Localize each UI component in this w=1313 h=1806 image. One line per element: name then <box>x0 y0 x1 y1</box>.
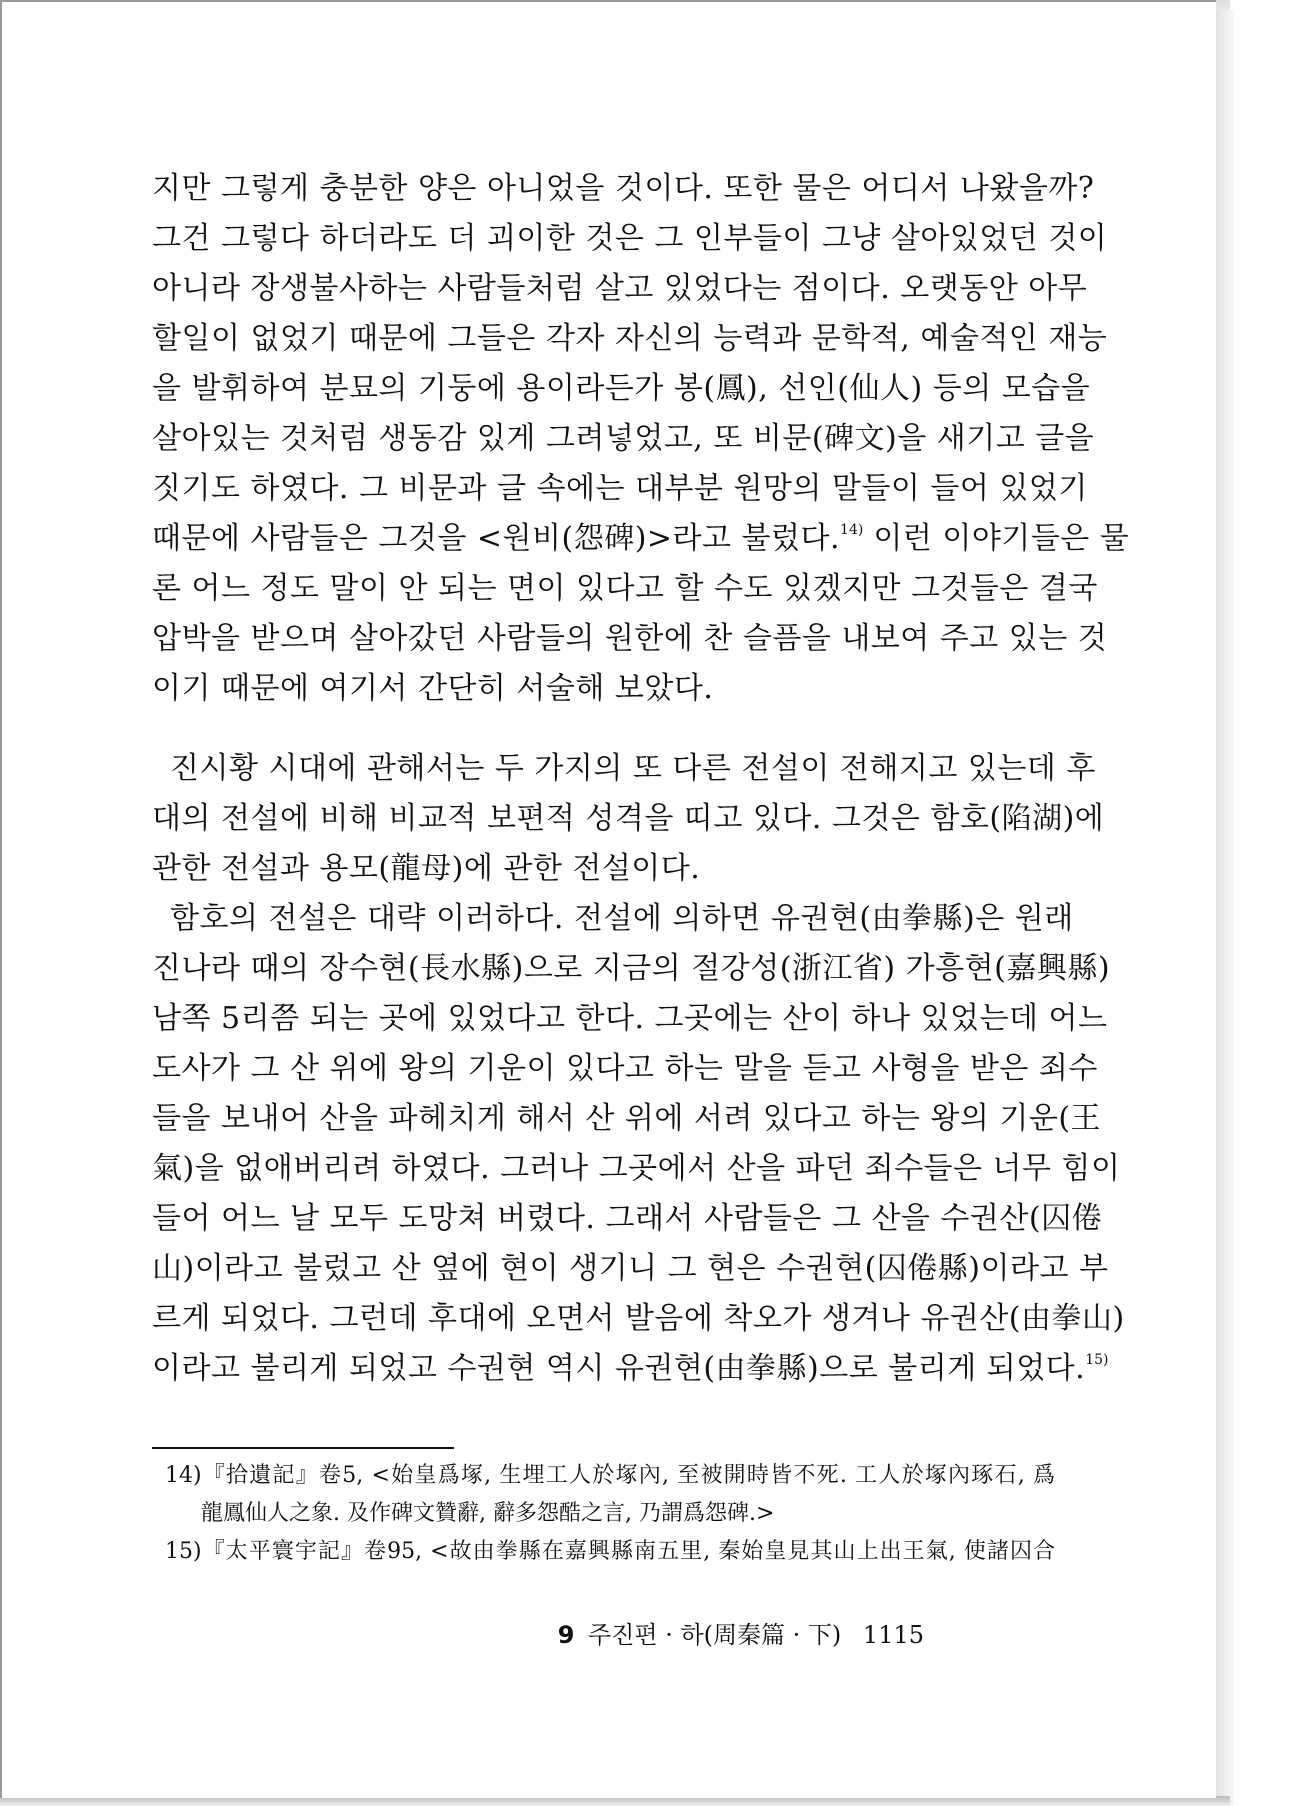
text-line: 아니라 장생불사하는 사람들처럼 살고 있었다는 점이다. 오랫동안 아무 <box>152 271 1088 306</box>
paragraph <box>152 894 1125 1394</box>
text-line: 도사가 그 산 위에 왕의 기운이 있다고 하는 말을 듣고 사형을 받은 죄수 <box>152 1051 1098 1086</box>
footnote-line: 14)『拾遺記』卷5, <始皇爲塚, 生埋工人於塚內, 至被開時皆不死. 工人於塚內琢石, 爲 <box>165 1463 1055 1488</box>
line-text-before-mark: 때문에 사람들은 그것을 <원비(怨碑)>라고 불렀다. <box>152 521 841 556</box>
text-line: 들어 어느 날 모두 도망쳐 버렸다. 그래서 사람들은 그 산을 수권산(囚倦 <box>152 1201 1103 1236</box>
text-line: 관한 전설과 용모(龍母)에 관한 전설이다. <box>152 851 701 886</box>
line-text-after-mark: 이런 이야기들은 물 <box>863 521 1130 556</box>
text-line: 르게 되었다. 그런데 후대에 오면서 발음에 착오가 생겨나 유권산(由拳山) <box>152 1301 1125 1336</box>
text-line: 할일이 없었기 때문에 그들은 각자 자신의 능력과 문학적, 예술적인 재능 <box>152 321 1108 356</box>
footnote-mark-14: 14) <box>840 522 864 538</box>
text-line: 진시황 시대에 관해서는 두 가지의 또 다른 전설이 전해지고 있는데 후 <box>170 751 1096 786</box>
text-line: 지만 그렇게 충분한 양은 아니었을 것이다. 또한 물은 어디서 나왔을까? <box>152 171 1095 206</box>
text-line: 살아있는 것처럼 생동감 있게 그려넣었고, 또 비문(碑文)을 새기고 글을 <box>152 421 1095 456</box>
text-line: 짓기도 하였다. 그 비문과 글 속에는 대부분 원망의 말들이 들어 있었기 <box>152 471 1088 506</box>
footnote-15 <box>165 1533 1055 1571</box>
text-line: 론 어느 정도 말이 안 되는 면이 있다고 할 수도 있겠지만 그것들은 결국 <box>152 571 1098 606</box>
footnote-14 <box>165 1457 1055 1533</box>
text-line: 대의 전설에 비해 비교적 보편적 성격을 띠고 있다. 그것은 함호(陷湖)에 <box>152 801 1105 836</box>
paragraph-gap <box>152 714 1052 744</box>
text-line: 함호의 전설은 대략 이러하다. 전설에 의하면 유권현(由拳縣)은 원래 <box>170 901 1074 936</box>
footnotes <box>165 1457 1055 1571</box>
chapter-title: 주진편 · 하(周秦篇 · 下) <box>588 1621 842 1649</box>
text-line: 山)이라고 불렀고 산 옆에 현이 생기니 그 현은 수권현(囚倦縣)이라고 부 <box>152 1251 1109 1286</box>
text-line: 들을 보내어 산을 파헤치게 해서 산 위에 서려 있다고 하는 왕의 기운(王 <box>152 1101 1102 1136</box>
paragraph <box>152 164 1130 714</box>
text-line-with-footnote <box>152 1344 1109 1394</box>
text-line: 氣)을 없애버리려 하였다. 그러나 그곳에서 산을 파던 죄수들은 너무 힘이 <box>152 1151 1121 1186</box>
line-text-before-mark: 이라고 불리게 되었고 수권현 역시 유권현(由拳縣)으로 불리게 되었다. <box>152 1351 1086 1386</box>
text-line: 압박을 받으며 살아갔던 사람들의 원한에 찬 슬픔을 내보여 주고 있는 것 <box>152 621 1108 656</box>
running-footer <box>558 1618 924 1652</box>
body-text <box>152 164 1130 1394</box>
text-line: 을 발휘하여 분묘의 기둥에 용이라든가 봉(鳳), 선인(仙人) 등의 모습을 <box>152 371 1091 406</box>
text-line: 그건 그렇다 하더라도 더 괴이한 것은 그 인부들이 그냥 살아있었던 것이 <box>152 221 1108 256</box>
footnote-line: 龍鳳仙人之象. 及作碑文贊辭, 辭多怨酷之言, 乃謂爲怨碑.> <box>201 1501 775 1526</box>
text-line: 진나라 때의 장수현(長水縣)으로 지금의 절강성(浙江省) 가흥현(嘉興縣) <box>152 951 1111 986</box>
text-line: 이기 때문에 여기서 간단히 서술해 보았다. <box>152 671 714 706</box>
text-line: 남쪽 5리쯤 되는 곳에 있었다고 한다. 그곳에는 산이 하나 있었는데 어느 <box>152 1001 1108 1036</box>
footnote-divider <box>152 1447 454 1449</box>
paragraph <box>152 744 1105 894</box>
page-number: 1115 <box>862 1621 924 1649</box>
footnote-mark-15: 15) <box>1085 1352 1109 1368</box>
chapter-number: 9 <box>557 1621 575 1649</box>
text-line-with-footnote <box>152 514 1130 564</box>
footnote-line: 15)『太平寰宇記』卷95, <故由拳縣在嘉興縣南五里, 秦始皇見其山上出王氣, 使諸囚合 <box>165 1539 1055 1564</box>
